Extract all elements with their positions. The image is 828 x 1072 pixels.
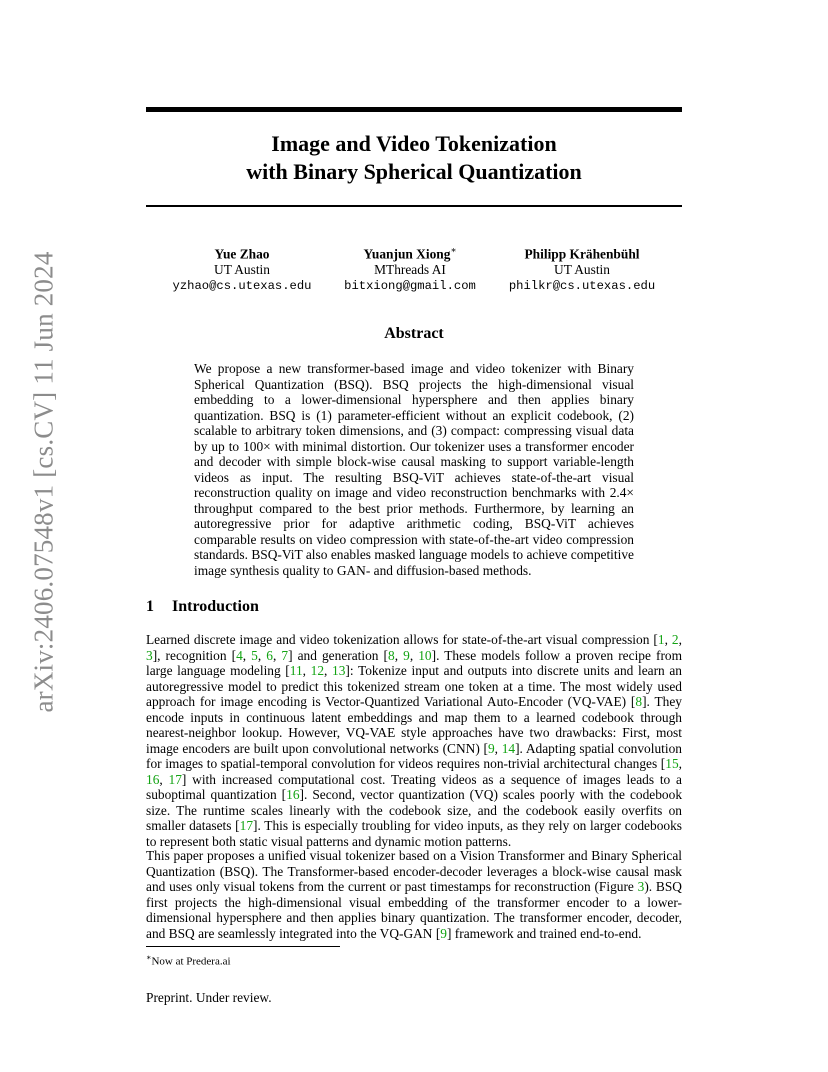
text-run: ]: Tokenize input and outputs into discrete units and learn an autoregressive model to predict this tokenized stream one token at a time. The most widely used approach for image encoding is Vector-Quantized Variational Auto-Encoder (VQ-VAE) [ <box>146 663 683 709</box>
preprint-note: Preprint. Under review. <box>146 990 272 1005</box>
author-name: Philipp Krähenbühl <box>524 246 640 262</box>
text-run: , <box>302 663 311 678</box>
citation-link[interactable]: 8 <box>388 647 395 663</box>
section-title: Introduction <box>172 598 259 615</box>
title-line-2: with Binary Spherical Quantization <box>246 159 582 184</box>
footnote-rule <box>146 946 340 947</box>
section-number: 1 <box>146 598 154 615</box>
text-run: ]. Adapting spatial convolution for images to spatial-temporal convolution for videos requires non-trivial architectural changes [ <box>146 740 682 771</box>
citation-link[interactable]: 17 <box>239 818 254 833</box>
footnote-marker[interactable]: ∗ <box>450 245 457 255</box>
author-name: Yue Zhao <box>214 246 270 262</box>
citation-link[interactable]: 8 <box>635 694 643 709</box>
citation-link[interactable]: 14 <box>501 740 516 756</box>
author-email[interactable]: yzhao@cs.utexas.edu <box>172 279 312 294</box>
citation-link[interactable]: 15 <box>665 756 679 771</box>
title-top-rule <box>146 107 682 112</box>
author-email[interactable]: bitxiong@gmail.com <box>344 279 476 294</box>
author-2 <box>320 242 500 294</box>
citation-link[interactable]: 16 <box>286 787 300 802</box>
text-run: , <box>409 647 419 663</box>
text-run: ]. Second, vector quantization (VQ) scales poorly with the codebook size. The runtime scales linearly with the codebook size, and the codebook easily overfits on smaller datasets [ <box>146 787 683 833</box>
text-run: , <box>324 663 333 678</box>
text-run: ] framework and trained end-to-end. <box>446 925 642 941</box>
citation-link[interactable]: 1 <box>657 632 665 647</box>
citation-link[interactable]: 5 <box>251 647 258 663</box>
author-affiliation: UT Austin <box>214 262 270 278</box>
citation-link[interactable]: 9 <box>403 647 410 663</box>
text-run: ]. They encode inputs in continuous latent embeddings and map them to a learned codebook through nearest-neighbor lookup. However, VQ-VAE style approaches have two drawbacks: First, most image encoders are built upon convolutional networks (CNN) [ <box>146 694 682 756</box>
citation-link[interactable]: 3 <box>637 879 645 894</box>
text-run: , <box>494 740 502 756</box>
text-run: , <box>394 647 404 663</box>
citation-link[interactable]: 10 <box>418 647 432 663</box>
text-run: ]. This is especially troubling for video inputs, as they rely on larger codebooks to represent both static visual patterns and dynamic motion patterns. <box>146 818 682 849</box>
text-run: , <box>257 647 267 663</box>
text-run: ). BSQ first projects the high-dimensional visual embedding of the transformer encoder to a lower-dimensional hypersphere and then applies binary quantization. The transformer encoder, decoder, and BSQ are seamlessly integrated into the VQ-GAN [ <box>146 879 682 941</box>
text-run: , <box>664 632 672 647</box>
intro-paragraph-1 <box>146 632 682 849</box>
citation-link[interactable]: 9 <box>487 740 495 756</box>
text-run: ]. These models follow a proven recipe from large language modeling [ <box>146 647 683 678</box>
section-heading-introduction <box>146 598 259 616</box>
citation-link[interactable]: 2 <box>671 632 679 647</box>
abstract-text: We propose a new transformer-based image and video tokenizer with Binary Spherical Quantization (BSQ). BSQ projects the high-dimensional visual embedding to a lower-dimensional hypersphere and then applies binary quantization. BSQ is (1) parameter-efficient without an explicit codebook, (2) scalable to arbitrary token dimensions, and (3) compact: compressing visual data by up to 100× with minimal distortion. Our tokenizer uses a transformer encoder and decoder with simple block-wise causal masking to support variable-length videos as input. The resulting BSQ-ViT achieves state-of-the-art visual reconstruction quality on image and video reconstruction benchmarks with 2.4× throughput compared to the best prior methods. Furthermore, by learning an autoregressive prior for adaptive arithmetic coding, BSQ-ViT achieves comparable results on video compression with state-of-the-art video compression standards. BSQ-ViT also enables masked language models to achieve competitive image synthesis quality to GAN- and diffusion-based methods. <box>194 361 634 578</box>
text-run: This paper proposes a unified visual tokenizer based on a Vision Transformer and Binary Spherical Quantization (BSQ). The Transformer-based encoder-decoder leverages a block-wise causal mask and uses only visual tokens from the current or past timestamps for reconstruction (Figure <box>146 848 682 894</box>
text-run: , <box>678 632 682 647</box>
text-run: Learned discrete image and video tokenization allows for state-of-the-art visual compression [ <box>146 632 658 647</box>
citation-link[interactable]: 17 <box>168 771 182 787</box>
intro-paragraph-2 <box>146 848 682 941</box>
citation-link[interactable]: 3 <box>146 647 153 663</box>
citation-link[interactable]: 13 <box>332 663 346 678</box>
text-run: ] with increased computational cost. Treating videos as a sequence of images leads to a suboptimal quantization [ <box>146 771 682 802</box>
author-email[interactable]: philkr@cs.utexas.edu <box>508 279 656 294</box>
title-line-1: Image and Video Tokenization <box>271 131 557 156</box>
citation-link[interactable]: 16 <box>146 771 160 787</box>
citation-link[interactable]: 7 <box>281 647 289 663</box>
author-affiliation: MThreads AI <box>374 262 446 278</box>
author-3 <box>492 242 672 294</box>
text-run: ] and generation [ <box>288 647 389 663</box>
text-run: , <box>678 756 682 771</box>
text-run: , <box>159 771 169 787</box>
text-run: , <box>242 647 252 663</box>
title-bottom-rule <box>146 205 682 207</box>
text-run: , <box>272 647 282 663</box>
text-run: ], recognition [ <box>152 647 237 663</box>
abstract-heading: Abstract <box>384 325 444 342</box>
author-affiliation: UT Austin <box>554 262 610 278</box>
citation-link[interactable]: 9 <box>440 925 447 941</box>
arxiv-sidebar-id: arXiv:2406.07548v1 [cs.CV] 11 Jun 2024 <box>28 251 59 713</box>
citation-link[interactable]: 12 <box>310 663 325 678</box>
footnote: ∗Now at Predera.ai <box>146 953 231 968</box>
paper-title <box>146 130 682 186</box>
author-name: Yuanjun Xiong∗ <box>363 245 457 262</box>
citation-link[interactable]: 6 <box>266 647 273 663</box>
citation-link[interactable]: 4 <box>236 647 243 663</box>
author-1 <box>152 242 332 294</box>
citation-link[interactable]: 11 <box>289 663 303 678</box>
